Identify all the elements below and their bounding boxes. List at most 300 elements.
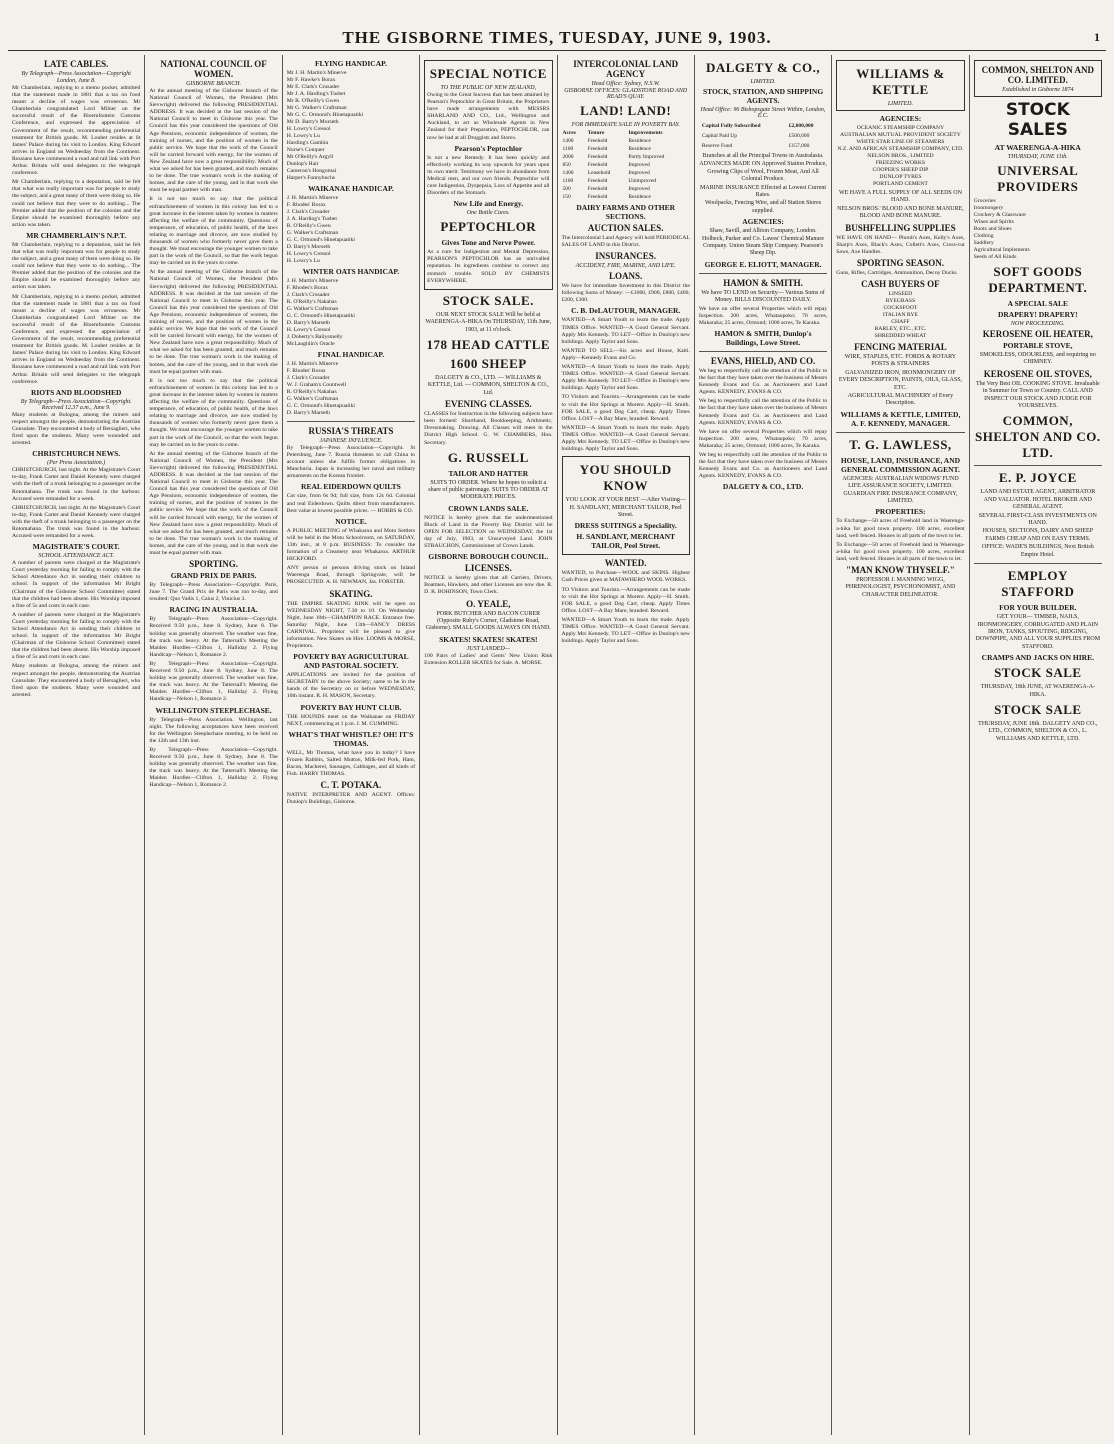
table-row: [562, 129, 690, 137]
list-item: J. Doherty's Bailysmelly: [286, 334, 343, 340]
racing-australia-title: RACING IN AUSTRALIA.: [169, 605, 258, 615]
dress-suitings: DRESS SUITINGS a Speciality.: [574, 521, 677, 531]
stoves-title: KEROSENE OIL STOVES,: [983, 368, 1092, 379]
divider: [836, 432, 964, 433]
table-cell: Improved: [628, 186, 650, 192]
cash-buyers-list: [836, 291, 964, 340]
lawless-body: AGENCIES: AUSTRALIAN WIDOWS' FUND LIFE ASSURANCE SOCIETY, LIMITED. GUARDIAN FIRE INSURANCE COMPANY, LIMITED.: [842, 475, 959, 505]
bushfelling-title: BUSHFELLING SUPPLIES: [845, 222, 956, 233]
land-agency-sub-2: GISBORNE OFFICES: GLADSTONE ROAD AND READ'S QUAY.: [564, 88, 688, 100]
special-notice-body: Owing to the Great Success that has been attained by Pearson's Peptochlor in Great Britain, the Proprietors have made arrangements with MESSRS SHARLAND AND CO., Ltd., Wellington and Auckland, to act as Wholesale Agents in New Zealand for their Preparation, PEPTOCHLOR, can now be had at all Druggists and Stores.: [427, 92, 550, 141]
soft-goods-title: SOFT GOODS DEPARTMENT.: [988, 264, 1088, 295]
land-agency-title: INTERCOLONIAL LAND AGENCY: [573, 59, 679, 79]
table-row: [562, 169, 690, 177]
christchurch-byline: (Per Press Association.): [47, 460, 106, 467]
russia-sub: JAPANESE INFLUENCE.: [319, 438, 383, 444]
list-item: Mr D. Barry's Morseth: [286, 119, 339, 125]
crown-lands-title: CROWN LANDS SALE.: [448, 503, 529, 513]
list-item: R. O'Reilly's Nakahas: [286, 389, 337, 395]
grand-prix-body: By Telegraph—Press Association—Copyright. Paris, June 7. The Grand Prix de Paris was run to-day, and resulted: Quo Vadis 1, Caius 2, Vinicius 3.: [149, 582, 278, 603]
list-item: H. Lowry's Cressol: [286, 327, 331, 333]
column-3: [283, 55, 420, 1435]
grand-prix-title: GRAND PRIX DE PARIS.: [170, 571, 257, 581]
williams-kettle-box: [836, 60, 964, 111]
flying-handicap-list: [287, 70, 415, 182]
skating-title: SKATING.: [329, 588, 373, 599]
table-row: [562, 145, 690, 153]
williams-kettle-footer: WILLIAMS & KETTLE, LIMITED, A. F. KENNEDY, MANAGER.: [840, 409, 961, 428]
racing-australia-body-2: By Telegraph—Press Association—Copyright. Received 9.50 p.m., June 8. Sydney, June 8. The holiday was generally observed. The weather was fine, the track was heavy. At the Tattersall's Meeting the Maiden Hurdles—Clifton 1, Halliday 2. Flying Handicap—Nelson 1, Romance 2.: [149, 660, 278, 703]
table-cell: Improved: [628, 162, 650, 168]
common-shelton-footer: COMMON, SHELTON AND CO. LTD.: [975, 413, 1101, 461]
magistrate-title: MAGISTRATE'S COURT.: [32, 542, 120, 552]
dalgety-agencies-title: AGENCIES:: [742, 217, 784, 227]
list-item: F. Rhodes's Borax: [286, 285, 328, 291]
table-cell: 1400: [562, 138, 574, 144]
list-item: H. Lowry's Lu: [286, 133, 320, 139]
list-item: Mr J. A. Harding's Tusbet: [286, 91, 346, 97]
insurance-sub: ACCIDENT, FIRE, MARINE, AND LIFE.: [575, 263, 676, 270]
column-1: [8, 55, 145, 1435]
wellington-steeplechase-body: By Telegraph—Press Association. Wellington, last night. The following acceptances have been received for the Wellington Steeplechase meeting, to be held on the 12th and 13th inst.: [149, 716, 278, 744]
you-should-know-title: YOU SHOULD KNOW: [579, 462, 672, 494]
stock-cattle: 178 HEAD CATTLE: [426, 336, 551, 352]
list-item: F. Rhodes' Borax: [286, 368, 326, 374]
dalgety-sub: LIMITED.: [750, 79, 776, 85]
table-cell: Residence: [628, 194, 651, 200]
table-cell: 1400: [562, 170, 574, 176]
special-notice-sub: TO THE PUBLIC OF NEW ZEALAND,: [440, 85, 537, 91]
table-cell: Capital Paid Up: [701, 133, 738, 139]
page-number: 1: [1094, 30, 1100, 44]
land-agency-manager: C. B. DeLAUTOUR, MANAGER.: [571, 306, 681, 316]
provider-item: Seeds of All Kinds: [973, 254, 1017, 260]
provider-item: Clothing: [973, 233, 994, 239]
man-know-body: PROFESSOR J. MANNING WIGG, PHRENOLOGIST, PSYCHONOMIST, AND CHARACTER DELINEATOR.: [845, 577, 956, 598]
list-item: H. Lowry's Cressol: [286, 126, 331, 132]
williams-kettle-sub: LIMITED.: [887, 101, 914, 107]
hamon-body: We have TO LEND on Security— Various Sums of Money. BILLS DISCOUNTED DAILY.: [701, 289, 825, 304]
russia-title: RUSSIA'S THREATS: [308, 426, 394, 436]
dalgety-marine: MARINE INSURANCE Effected at Lowest Current Rates.: [700, 184, 827, 199]
list-item: J. H. Martin's Minerve: [286, 195, 339, 201]
list-item: J. Clark's Crusader: [286, 375, 330, 381]
late-cables-body: Mr Chamberlain, replying to a memo pocket, admitted that the statement made in 1881 that a tax on food meant a decline of wages was erroneous. Mr Chamberlain congratulated Lord Milner on the successful result of the Bloemfontein Customs Conference, and expressed the appreciation of Government of the result, recommending preferential treatment for British goods. M. Loubet resides at St James' Palace during his visit to London. King Edward arrives in England on Wednesday from the Continent. Russians have commenced a road and rail link with Port Arthur. Britain will send delegates to the telegraph conference.: [12, 85, 141, 177]
list-item: F. Rhodes' Borax: [286, 202, 326, 208]
stafford-title: EMPLOY STAFFORD: [1001, 568, 1075, 600]
provider-item: Crockery & Glassware: [973, 212, 1026, 218]
agencies-title: AGENCIES:: [879, 114, 922, 123]
table-cell: Freehold: [587, 178, 608, 184]
stafford-sub: FOR YOUR BUILDER.: [999, 603, 1077, 613]
final-handicap-title: FINAL HANDICAP.: [317, 350, 385, 359]
agency-item: N.Z. AND AFRICAN STEAMSHIP COMPANY, LTD.: [837, 146, 964, 152]
column-5: [558, 55, 695, 1435]
butcher-body: PORK BUTCHER AND BACON CURER (Opposite Ruby's Corner, Gladstone Road, Gisborne). SMALL GOODS ALWAYS ON HAND.: [425, 610, 551, 632]
list-item: R. O'Reilly's Gwen: [286, 223, 331, 229]
christchurch-body: CHRISTCHURCH, last night. At the Magistrate's Court to-day, Frank Carter and Daniel Kennedy were charged with the theft of a trunk belonging to a passenger on the Rotomahana. The trunk was found in the harbour. Accused were remanded for a week.: [12, 467, 141, 502]
agencies-list: [836, 125, 964, 188]
tonic-sub: Gives Tone and Nerve Power.: [441, 238, 536, 248]
list-item: Cameron's Hongomai: [286, 168, 337, 174]
table-cell: Capital Fully Subscribed: [701, 123, 761, 129]
column-7: [832, 55, 969, 1435]
nelson-bros: NELSON BROS.' BLOOD AND BONE MANURE, BLOOD AND BONE MANURE.: [837, 205, 964, 220]
wanted-body-3: WANTED—A Smart Youth to learn the trade. Apply TIMES Office. WANTED—A Good General Servant. Apply Mrs Kennedy. TO LET—Office in Dunlop's new buildings. Apply Taylor and Sons.: [561, 364, 690, 392]
list-item: G. Walker's Craftsman: [286, 396, 339, 402]
wanted-wool-body: WANTED, to Purchase—WOOL and SKINS. Highest Cash Prices given at MATAWHERO WOOL WORKS.: [561, 570, 690, 584]
cash-buyers-title: CASH BUYERS OF: [861, 279, 940, 289]
divider: [699, 351, 827, 352]
kerosene-sub: PORTABLE STOVE,: [1003, 341, 1073, 350]
final-handicap-list: [287, 361, 415, 417]
land-title: LAND! LAND!: [580, 103, 672, 118]
agency-item: WHITE STAR LINE OF STEAMERS: [856, 139, 945, 145]
divider: [287, 421, 415, 422]
riots-title: RIOTS AND BLOODSHED: [30, 387, 122, 397]
racing-australia-body: By Telegraph—Press Association—Copyright. Received 9.50 p.m., June 8. Sydney, June 8. The holiday was generally observed. The weather was fine, the track was heavy. At the Tattersall's Meeting the Maiden Hurdles—Clifton 1, Halliday 2. Flying Handicap—Nelson 1, Romance 2.: [149, 616, 278, 658]
machinery-body: AGRICULTURAL MACHINERY of Every Description.: [847, 393, 954, 407]
provider-item: Groceries: [973, 198, 996, 204]
table-row: [562, 185, 690, 193]
wanted-body: WANTED—A Smart Youth to learn the trade. Apply TIMES Office. WANTED—A Good General Servant. Apply Mrs Kennedy. TO LET—Office in Dunlop's new buildings. Apply Taylor and Sons.: [561, 317, 690, 345]
late-cables-dateline: London, June 8.: [56, 78, 96, 84]
tailor-title: G. RUSSELL: [447, 449, 529, 465]
cash-buyer-item: BARLEY, ETC., ETC.: [874, 326, 927, 332]
evans-body-2: We beg to respectfully call the attention of the Public to the fact that they have taken over the business of Messrs Kennedy Evans and Co. as Auctioneers and Land Agents. KENNEDY, EVANS & CO.: [698, 398, 828, 426]
list-item: Mr F. Hawke's Borax: [286, 77, 336, 83]
riots-byline: By Telegraph—Press Association—Copyright. Received 12.37 a.m., June 9.: [20, 398, 132, 411]
evening-classes-body: CLASSES for Instruction in the following subjects have been formed: Shorthand, Bookkeeping, Arithmetic, Dressmaking, Drawing. All Classes will meet in the District High School. G. W. CHAMBERS, Hon. Secretary.: [424, 411, 553, 446]
list-item: J. H. Martin's Minerve: [286, 361, 339, 367]
table-cell: Leasehold: [587, 170, 611, 176]
galvanized-body: GALVANIZED IRON, IRONMONGERY OF EVERY DESCRIPTION, PAINTS, OILS, GLASS, ETC.: [838, 369, 963, 391]
table-row: [701, 122, 825, 130]
list-item: McLaughlin's Oracle: [286, 341, 335, 347]
table-cell: Freehold: [587, 154, 608, 160]
butcher-title: O. YEALE,: [466, 598, 511, 609]
list-item: Mr G. C. Ormond's Hinetapuatiki: [286, 112, 364, 118]
man-know-title: "MAN KNOW THYSELF.": [846, 565, 955, 576]
stock-sale-body: OUR NEXT STOCK SALE Will be held at WAERENGA-A-HIKA On THURSDAY, 11th June, 1903, at 11 o'clock.: [425, 311, 552, 333]
sporting-season-title: SPORTING SEASON.: [856, 257, 945, 268]
list-item: D. Barry's Marseth: [286, 410, 330, 416]
list-item: G. C. Ormond's Hinetapuatiki: [286, 313, 355, 319]
cash-buyer-item: CHAFF: [891, 319, 910, 325]
tonic-body: As a cure for Indigestion and Mental Depression, PEARSON'S PEPTOCHLOR has an unrivalled reputation. Its ingredients combine to correct any stomach trouble. SOLD BY CHEMISTS EVERYWHERE.: [427, 249, 550, 284]
evans-body-4: We beg to respectfully call the attention of the Public to the fact that they have taken over the business of Messrs Kennedy Evans and Co. as Auctioneers and Land Agents. KENNEDY, EVANS & CO.: [698, 452, 828, 480]
borough-council-title: GISBORNE BOROUGH COUNCIL.: [428, 552, 549, 562]
notice-body-2: ANY person or persons driving stock on Inland Waerenga Road, through Springvale, will be PROSECUTED. A. H. NEWMAN, Jas. FORSTER.: [286, 565, 416, 586]
women-council-body: At the annual meeting of the Gisborne branch of the National Council of Women, the President (Mrs Sievwright) delivered the following PRESIDENTIAL ADDRESS. It was decided at the last session of the National Council to meet in Gisborne this year. The Council has this year considered the questions of Old Age Pensions, economic independence of women, the training of nurses, and the position of women in the public service. We hope that the work of the Council will be carried forward with energy, for the women of New Zealand have now a great responsibility. Much of what we asked for has been granted, and much remains to be done. The true woman's work is the making of homes, and the care of the young, and in that work she must be equal partner with man.: [149, 88, 278, 194]
land-agency-sub: Head Office: Sydney, N.S.W.: [591, 81, 660, 87]
common-shelton-box: [974, 60, 1102, 97]
notice-body: A PUBLIC MEETING of Whakaroa and Motu Settlers will be held in the Motu Schoolroom, on SATURDAY, 13th inst., at 8 p.m. BUSINESS: To consider the formation of a Creamery near Whakaroa. ARTHUR HICKFORD.: [286, 527, 416, 563]
provider-item: Ironmongery: [973, 205, 1004, 211]
drapery: DRAPERY! DRAPERY!: [997, 310, 1078, 319]
column-8: [970, 55, 1106, 1435]
table-cell: Freehold: [587, 146, 608, 152]
women-council-title: NATIONAL COUNCIL OF WOMEN.: [160, 59, 267, 79]
jacks: CRAMPS AND JACKS ON HIRE.: [981, 653, 1094, 663]
winter-oats-title: WINTER OATS HANDICAP.: [302, 267, 400, 276]
dalgety-agencies: Shaw, Savill, and Albion Company, London. Holbeck, Parker and Co. Lawes' Chemical Manure Company. Union Steam Ship Company. Pearson's Sheep Dip.: [702, 228, 825, 257]
table-cell: Reserve Fund: [701, 143, 733, 149]
divider: [974, 465, 1102, 466]
bushfelling-body: WE HAVE ON HAND— Plumb's Axes, Kelly's Axes, Sharp's Axes, Black's Axes, Collett's Axes, Cross-cut Saws, Axe Handles.: [836, 234, 965, 255]
stock-sale-2-title: STOCK SALE: [994, 665, 1082, 681]
table-cell: Tenure: [587, 130, 605, 136]
hamon-title: HAMON & SMITH.: [723, 277, 803, 288]
russia-body: By Telegraph—Press Association—Copyright. St Petersburg, June 7. Russia threatens to call China to account unless she fulfils former obligations in Manchuria. Japan is increasing her naval and military armaments on the Korean frontier.: [286, 445, 416, 480]
peptochlor-title: Pearson's Peptochlor: [454, 143, 523, 153]
late-cables-title: LATE CABLES.: [44, 59, 109, 69]
list-item: J. H. Martin's Minerve: [286, 278, 339, 284]
table-row: [562, 137, 690, 145]
table-cell: 2000: [562, 154, 574, 160]
universal-title: UNIVERSAL PROVIDERS: [997, 163, 1079, 194]
dalgety-branches: Branches at all the Principal Towns in Australasia.: [702, 153, 824, 159]
table-cell: £157,000: [788, 143, 810, 149]
waikanae-handicap-list: [287, 195, 415, 265]
magistrate-body: A number of parents were charged at the Magistrate's Court yesterday morning for failing to comply with the School Attendance Act in sending their children to school. In support of the information Mr Bright (Chairman of the Gisborne School Committee) stated that the children had been absent. His Worship imposed a fine of 5s and costs in each case.: [12, 560, 141, 609]
masthead-rule: [8, 50, 1106, 51]
joyce-body: LAND AND ESTATE AGENT, ARBITRATOR AND VALUATOR. HOTEL BROKER AND GENERAL AGENT.: [980, 489, 1096, 511]
dalgety-manager: GEORGE E. ELIOTT, MANAGER.: [704, 259, 822, 269]
christchurch-title: CHRISTCHURCH NEWS.: [32, 449, 121, 459]
loans-body: We have for immediate Investment in this District the following Sums of Money: —£1000, £900, £800, £400, £200, £300.: [561, 283, 690, 304]
agency-item: DUNLOP TYRES: [879, 174, 922, 180]
dalgety-office: Head Office: 96 Bishopsgate Street Within, London, E.C.: [700, 107, 826, 119]
you-should-know-box: [562, 456, 690, 555]
wanted-body-2: WANTED TO SELL—Six acres and House, Kaiti. Apply—Kennedy Evans and Co.: [561, 347, 690, 361]
list-item: G. Walker's Craftsman: [286, 230, 339, 236]
list-item: Mr J. H. Martin's Minerve: [286, 70, 347, 76]
column-6: [695, 55, 832, 1435]
wellington-steeplechase-title: WELLINGTON STEEPLECHASE.: [155, 705, 272, 715]
list-item: J. Clark's Crusader: [286, 292, 330, 298]
skates-sub: JUST LANDED—: [466, 645, 511, 652]
stock-sales-title: STOCK SALES: [1005, 100, 1070, 140]
joyce-properties: SEVERAL FIRST-CLASS INVESTMENTS ON HAND.: [978, 512, 1097, 527]
hunt-title: POVERTY BAY HUNT CLUB.: [300, 702, 402, 712]
late-cables-body-2: Mr Chamberlain, replying to a deputation, said he felt that what was really important was for people to study the subject, and a great many of them were doing so. He could not believe that they were to do nothing... The Premier added that the position of the colonies and the Empire should be examined thoroughly before any action was taken.: [12, 179, 141, 228]
cash-buyer-item: RYEGRASS: [885, 298, 916, 304]
sandlant: H. SANDLANT, MERCHANT TAILOR, Peel Street.: [576, 532, 675, 551]
evans-title: EVANS, HIELD, AND CO.: [710, 355, 816, 366]
life-sub: One Bottle Cures.: [466, 210, 510, 217]
table-cell: 150: [562, 194, 571, 200]
table-cell: 500: [562, 186, 571, 192]
list-item: Harper's Funnybuchs: [286, 175, 336, 181]
fencing-body: WIRE, STAPLES, ETC. FORDS & ROTARY POSTS & STRAINERS: [844, 354, 957, 368]
special-notice-box: [424, 60, 552, 290]
licenses-title: LICENSES.: [464, 563, 512, 574]
table-cell: £500,000: [788, 133, 810, 139]
table-cell: Freehold: [587, 162, 608, 168]
dalgety-cta: DALGETY & CO., LTD.: [722, 482, 804, 492]
winter-oats-list: [287, 278, 415, 348]
table-row: [562, 153, 690, 161]
list-item: G. C. Ormond's Hinetapuatiki: [286, 403, 355, 409]
cash-buyer-item: SHREDDED WHEAT: [874, 333, 927, 339]
estate-body: We have on offer several Properties which will repay Inspection. 200 acres, Whataupoko; 70 acres, Makaraka; 25 acres, Ormond; 1000 acres, Te Karaka.: [698, 305, 828, 326]
timber-body: GET YOUR— TIMBER, NAILS, IRONMONGERY, CORRUGATED AND PLAIN IRON, TANKS, SPOUTING, RIDGING, DOWNPIPE, AND ALL YOUR SUPPLIES FROM STAFFORD.: [975, 614, 1101, 650]
evening-classes-title: EVENING CLASSES.: [445, 399, 532, 410]
joyce-farms: HOUSES, SECTIONS, DAIRY AND SHEEP FARMS CHEAP AND ON EASY TERMS.: [982, 528, 1094, 542]
notice-title: NOTICE.: [335, 516, 367, 526]
whistle-body: WELL, Mr Thomas, what have you in today? I have Frozen Rabbits, Salted Mutton, Milk-fed Pork, Ham, Bacon, Mackerel, Sausages, Cabbages, and all kinds of Fish. HARRY THOMAS.: [286, 749, 416, 777]
skates-body: 100 Pairs of Ladies' and Gents' New Union Rink Extension ROLLER SKATES for Sale. A. MORSE.: [424, 652, 553, 666]
list-item: Dunlop's Hair: [286, 161, 319, 167]
women-council-sub: GISBORNE BRANCH.: [186, 81, 242, 87]
tonic-title: PEPTOCHLOR: [440, 219, 537, 235]
auction-body: The Intercolonial Land Agency will hold PERIODICAL SALES OF LAND in this District.: [561, 235, 690, 249]
table-cell: Residence: [628, 138, 651, 144]
life-title: New Life and Energy.: [453, 199, 524, 209]
table-cell: Freehold: [587, 186, 608, 192]
common-shelton-established: Established in Gisborne 1874: [1002, 87, 1074, 93]
table-row: [562, 161, 690, 169]
stock-sale-2-body: THURSDAY, 18th JUNE, AT WAERENGA-A-HIKA.: [980, 684, 1096, 698]
table-cell: Freehold: [587, 138, 608, 144]
wanted-body-5: WANTED—A Smart Youth to learn the trade. Apply TIMES Office. WANTED—A Good General Servant. Apply Mrs Kennedy. TO LET—Office in Dunlop's new buildings. Apply Taylor and Sons.: [561, 424, 690, 453]
list-item: G. C. Ormond's Hinetapuatiki: [286, 237, 355, 243]
table-cell: 1100: [562, 146, 574, 152]
misc-body: TO Visitors and Tourists.—Arrangements can be made to visit the Hot Springs at Morere. Apply—H. Smith. FOR SALE, a good Dog Cart, cheap. Apply Times Office. LOST—A Bay Mare, branded. Reward.: [561, 586, 690, 614]
table-row: [562, 193, 690, 201]
divider: [974, 563, 1102, 564]
list-item: Mr G. Walker's Craftsman: [286, 105, 347, 111]
wellington-steeplechase-body-2: By Telegraph—Press Association—Copyright. Received 9.50 p.m., June 8. Sydney, June 8. The holiday was generally observed. The weather was fine, the track was heavy. At the Tattersall's Meeting the Maiden Hurdles—Clifton 1, Halliday 2. Flying Handicap—Nelson 1, Romance 2.: [149, 746, 278, 789]
table-cell: 1100: [562, 178, 574, 184]
list-item: J. Clark's Crusader: [286, 209, 330, 215]
joyce-title: E. P. JOYCE: [998, 470, 1077, 486]
list-item: R. O'Reilly's Nakahas: [286, 299, 337, 305]
list-item: Mr E. Clark's Crusader: [286, 84, 340, 90]
table-cell: £2,000,000: [788, 123, 814, 129]
properties-title: PROPERTIES:: [875, 507, 926, 517]
dalgety-title: DALGETY & CO.,: [705, 60, 821, 75]
list-item: G. Walker's Craftsman: [286, 306, 339, 312]
auction-title: AUCTION SALES.: [587, 223, 664, 233]
riots-body: Many students at Bologna, among the miners and respect amongst the people, demonstrating the Austrian Consulate. They encountered a body of Bersaglieri, who fired upon the students. Many were wounded and arrested.: [12, 411, 141, 447]
lawless-title: T. G. LAWLESS,: [849, 436, 952, 452]
table-cell: Partly Improved: [628, 154, 665, 160]
quilts-body: Cot size, from 6s 9d; full size, from 12s 6d. Colonial and real Eiderdown. Quilts direct from manufacturers. Best value at lowest possible prices. — HOBBS & CO.: [286, 493, 416, 514]
stock-sale-footer: DALGETY & CO., LTD. — WILLIAMS & KETTLE, Ltd. — COMMON, SHELTON & CO., Ltd.: [427, 374, 549, 396]
whistle-title: WHAT'S THAT WHISTLE? OH! IT'S THOMAS.: [288, 729, 414, 748]
list-item: H. Lowry's Cressol: [286, 251, 331, 257]
cash-buyer-item: LINSEED: [888, 291, 913, 297]
wanted-title: WANTED.: [604, 558, 647, 569]
table-row: [701, 132, 825, 140]
chamberlain-title: MR CHAMBERLAIN'S N.P.T.: [26, 230, 127, 240]
quilts-title: REAL EIDERDOWN QUILTS: [301, 482, 401, 492]
stock-sales-date: THURSDAY, JUNE 11th.: [1007, 154, 1068, 160]
column-2: [145, 55, 282, 1435]
list-item: J. A. Harding's Tusbet: [286, 216, 337, 222]
list-item: Mr R. O'Reilly's Gwen: [286, 98, 340, 104]
dalgety-woolpacks: Woolpacks, Fencing Wire, and all Station Stores supplied.: [704, 200, 822, 214]
table-cell: Improved: [628, 170, 650, 176]
flying-handicap-title: FLYING HANDICAP.: [314, 59, 387, 68]
provider-item: Boots and Shoes: [973, 226, 1012, 232]
sporting-title: SPORTING.: [189, 559, 239, 570]
cash-buyer-item: ITALIAN RYE: [882, 312, 918, 318]
stock-sale-title: STOCK SALE.: [442, 292, 534, 308]
tailor-sub: TAILOR AND HATTER: [448, 468, 529, 478]
evans-body-3: We have on offer several Properties which will repay Inspection. 200 acres, Whataupoko; 70 acres, Makaraka; 25 acres, Ormond; 1000 acres, Te Karaka.: [698, 428, 828, 449]
chamberlain-body: Mr Chamberlain, replying to a deputation, said he felt that what was really important was for people to study the subject, and a great many of them were doing so. He could not believe that they were to do nothing... The Premier added that the position of the colonies and the Empire should be examined thoroughly before any action was taken.: [12, 241, 141, 291]
women-council-body-3: At the annual meeting of the Gisborne branch of the National Council of Women, the President (Mrs Sievwright) delivered the following PRESIDENTIAL ADDRESS. It was decided at the last session of the National Council to meet in Gisborne this year. The Council has this year considered the questions of Old Age Pensions, economic independence of women, the training of nurses, and the position of women in the public service. We hope that the work of the Council will be carried forward with energy, for the women of New Zealand have now a great responsibility. Much of what we asked for has been granted, and much remains to be done. The true woman's work is the making of homes, and the care of the young, and in that work she must be equal partner with man.: [149, 269, 278, 375]
borough-council-body: NOTICE is hereby given that all Carriers, Drivers, Boatmen, Hawkers, and other Licenses are now due. R. D. R. BOHINSON, Town Clerk.: [424, 575, 553, 596]
women-council-body-4: It is not too much to say that the political enfranchisement of women in this colony has led to a great increase in the interest taken by women in matters affecting the welfare of the community. Questions of temperance, of education, of public health, of the laws relating to marriage and divorce, are now studied by thousands of women who formerly never gave them a thought. We must encourage the younger women to take part in the work of the Council, so that the work begun may be carried on in the years to come.: [149, 377, 278, 448]
land-table: [562, 129, 690, 201]
stock-sheep: 1600 SHEEP: [449, 355, 527, 371]
stock-sale-3-body: THURSDAY, JUNE 18th. DALGETY AND CO., LTD., COMMON, SHELTON & CO., L. WILLIAMS AND KETTLE, LTD.: [978, 720, 1098, 742]
list-item: D. Barry's Marseth: [286, 320, 330, 326]
list-item: Mr O'Reilly's Argyll: [286, 154, 334, 160]
potaka-title: C. T. POTAKA.: [320, 780, 382, 791]
society-title: POVERTY BAY AGRICULTURAL AND PASTORAL SOCIETY.: [293, 652, 409, 671]
special-sale: A SPECIAL SALE: [1007, 299, 1069, 308]
williams-kettle-title: WILLIAMS & KETTLE: [856, 66, 945, 97]
hunt-body: THE HOUNDS meet on the Waikanae on FRIDAY NEXT, commencing at 1 p.m. J. M. CUMMING.: [286, 713, 416, 727]
column-4: [420, 55, 557, 1435]
provisions: WE HAVE A FULL SUPPLY OF ALL SEEDS ON HAND.: [838, 190, 962, 204]
dalgety-sub-2: STOCK, STATION, AND SHIPPING AGENTS.: [702, 87, 824, 105]
christchurch-body-2: CHRISTCHURCH, last night. At the Magistrate's Court to-day, Frank Carter and Daniel Kennedy were charged with the theft of a trunk belonging to a passenger on the Rotomahana. The trunk was found in the harbour. Accused were remanded for a week.: [12, 504, 141, 540]
tailor-body: SUITS TO ORDER. Where he hopes to solicit a share of public patronage. SUITS TO ORDER AT MODERATE PRICES.: [428, 479, 549, 501]
table-row: [562, 177, 690, 185]
fencing-title: FENCING MATERIAL: [854, 342, 947, 352]
special-notice-title: SPECIAL NOTICE: [429, 66, 547, 81]
agency-item: AUSTRALIAN MUTUAL PROVIDENT SOCIETY: [840, 132, 961, 138]
kerosene-body: SMOKELESS, ODOURLESS, and requiring no CHIMNEY.: [979, 352, 1096, 366]
table-cell: Acres: [562, 130, 576, 136]
dalgety-advances: ADVANCES MADE ON Approved Station Produce, Growing Clips of Wool, Frozen Meat, And All Colonial Produce.: [699, 161, 827, 183]
skates-title: SKATES! SKATES! SKATES!: [439, 634, 538, 644]
table-row: [701, 142, 825, 150]
society-body: APPLICATIONS are invited for the position of SECRETARY to the above Society; same to be in the hands of the Secretary on or before WEDNESDAY, 10th instant. R. H. MASON, Secretary.: [286, 672, 416, 700]
common-shelton-title: COMMON, SHELTON AND CO. LIMITED.: [981, 65, 1094, 85]
agency-item: FREEZING WORKS: [875, 160, 926, 166]
columns: [8, 55, 1106, 1435]
cash-buyer-item: COCKSFOOT: [883, 305, 918, 311]
agency-item: OCEANIC STEAMSHIP COMPANY: [856, 125, 945, 131]
magistrate-sub: SCHOOL ATTENDANCE ACT.: [38, 553, 114, 560]
chamberlain-body-2: Mr Chamberlain, replying to a memo pocket, admitted that the statement made in 1881 that a tax on food meant a decline of wages was erroneous. Mr Chamberlain congratulated Lord Milner on the successful result of the Bloemfontein Customs Conference, and expressed the appreciation of Government of the result, recommending preferential treatment for British goods. M. Loubet resides at St James' Palace during his visit to London. King Edward arrives in England on Wednesday from the Continent. Russians have commenced a road and rail link with Port Arthur. Britain will send delegates to the telegraph conference.: [12, 293, 141, 385]
joyce-office: OFFICE: WADE'S BUILDINGS, Next British Empire Hotel.: [981, 544, 1094, 558]
provider-item: Wines and Spirits: [973, 219, 1014, 225]
table-cell: Improvements: [628, 130, 663, 136]
drapery-body: NOW PROCEEDING.: [1010, 321, 1065, 327]
list-item: Harding's Gambia: [286, 140, 329, 146]
women-council-body-5: At the annual meeting of the Gisborne branch of the National Council of Women, the President (Mrs Sievwright) delivered the following PRESIDENTIAL ADDRESS. It was decided at the last session of the National Council to meet in Gisborne this year. The Council has this year considered the questions of Old Age Pensions, economic independence of women, the training of nurses, and the position of women in the public service. We hope that the work of the Council will be carried forward with energy, for the women of New Zealand have now a great responsibility. Much of what we asked for has been granted, and much remains to be done. The true woman's work is the making of homes, and the care of the young, and in that work she must be equal partner with man.: [149, 450, 278, 556]
list-item: Nurse's Conquer: [286, 147, 325, 153]
sporting-season-body: Guns, Rifles, Cartridges, Ammunition, Decoy Ducks.: [836, 269, 958, 276]
agency-item: COOPER'S SHEEP DIP: [872, 167, 929, 173]
you-should-know-body: YOU LOOK AT YOUR BEST —After Visiting— H. SANDLANT, MERCHANT TAILOR, Peel Street.: [565, 497, 686, 518]
peptochlor-body: Is not a new Remedy. It has been quickly and effectively working its way upwards for years upon its own merit. Testimony we have in abundance from Medical men, and our own friends. Peptochlor will cure Indigestion, Dyspepsia, Loss of Appetite and all Disorders of the Stomach.: [427, 154, 550, 197]
stock-sale-3-title: STOCK SALE: [994, 701, 1082, 717]
universal-list: [974, 198, 1102, 261]
land-sub: FOR IMMEDIATE SALE IN POVERTY BAY.: [571, 122, 680, 128]
table-cell: Residence: [628, 146, 651, 152]
newspaper-title: THE GISBORNE TIMES, TUESDAY, JUNE 9, 1903.: [342, 28, 772, 47]
properties-body: To Exchange—50 acres of Freehold land in Waerenga-a-hika for good town property. 100 acres, excellent land, well fenced. Houses in all parts of the town to let.: [836, 518, 965, 539]
